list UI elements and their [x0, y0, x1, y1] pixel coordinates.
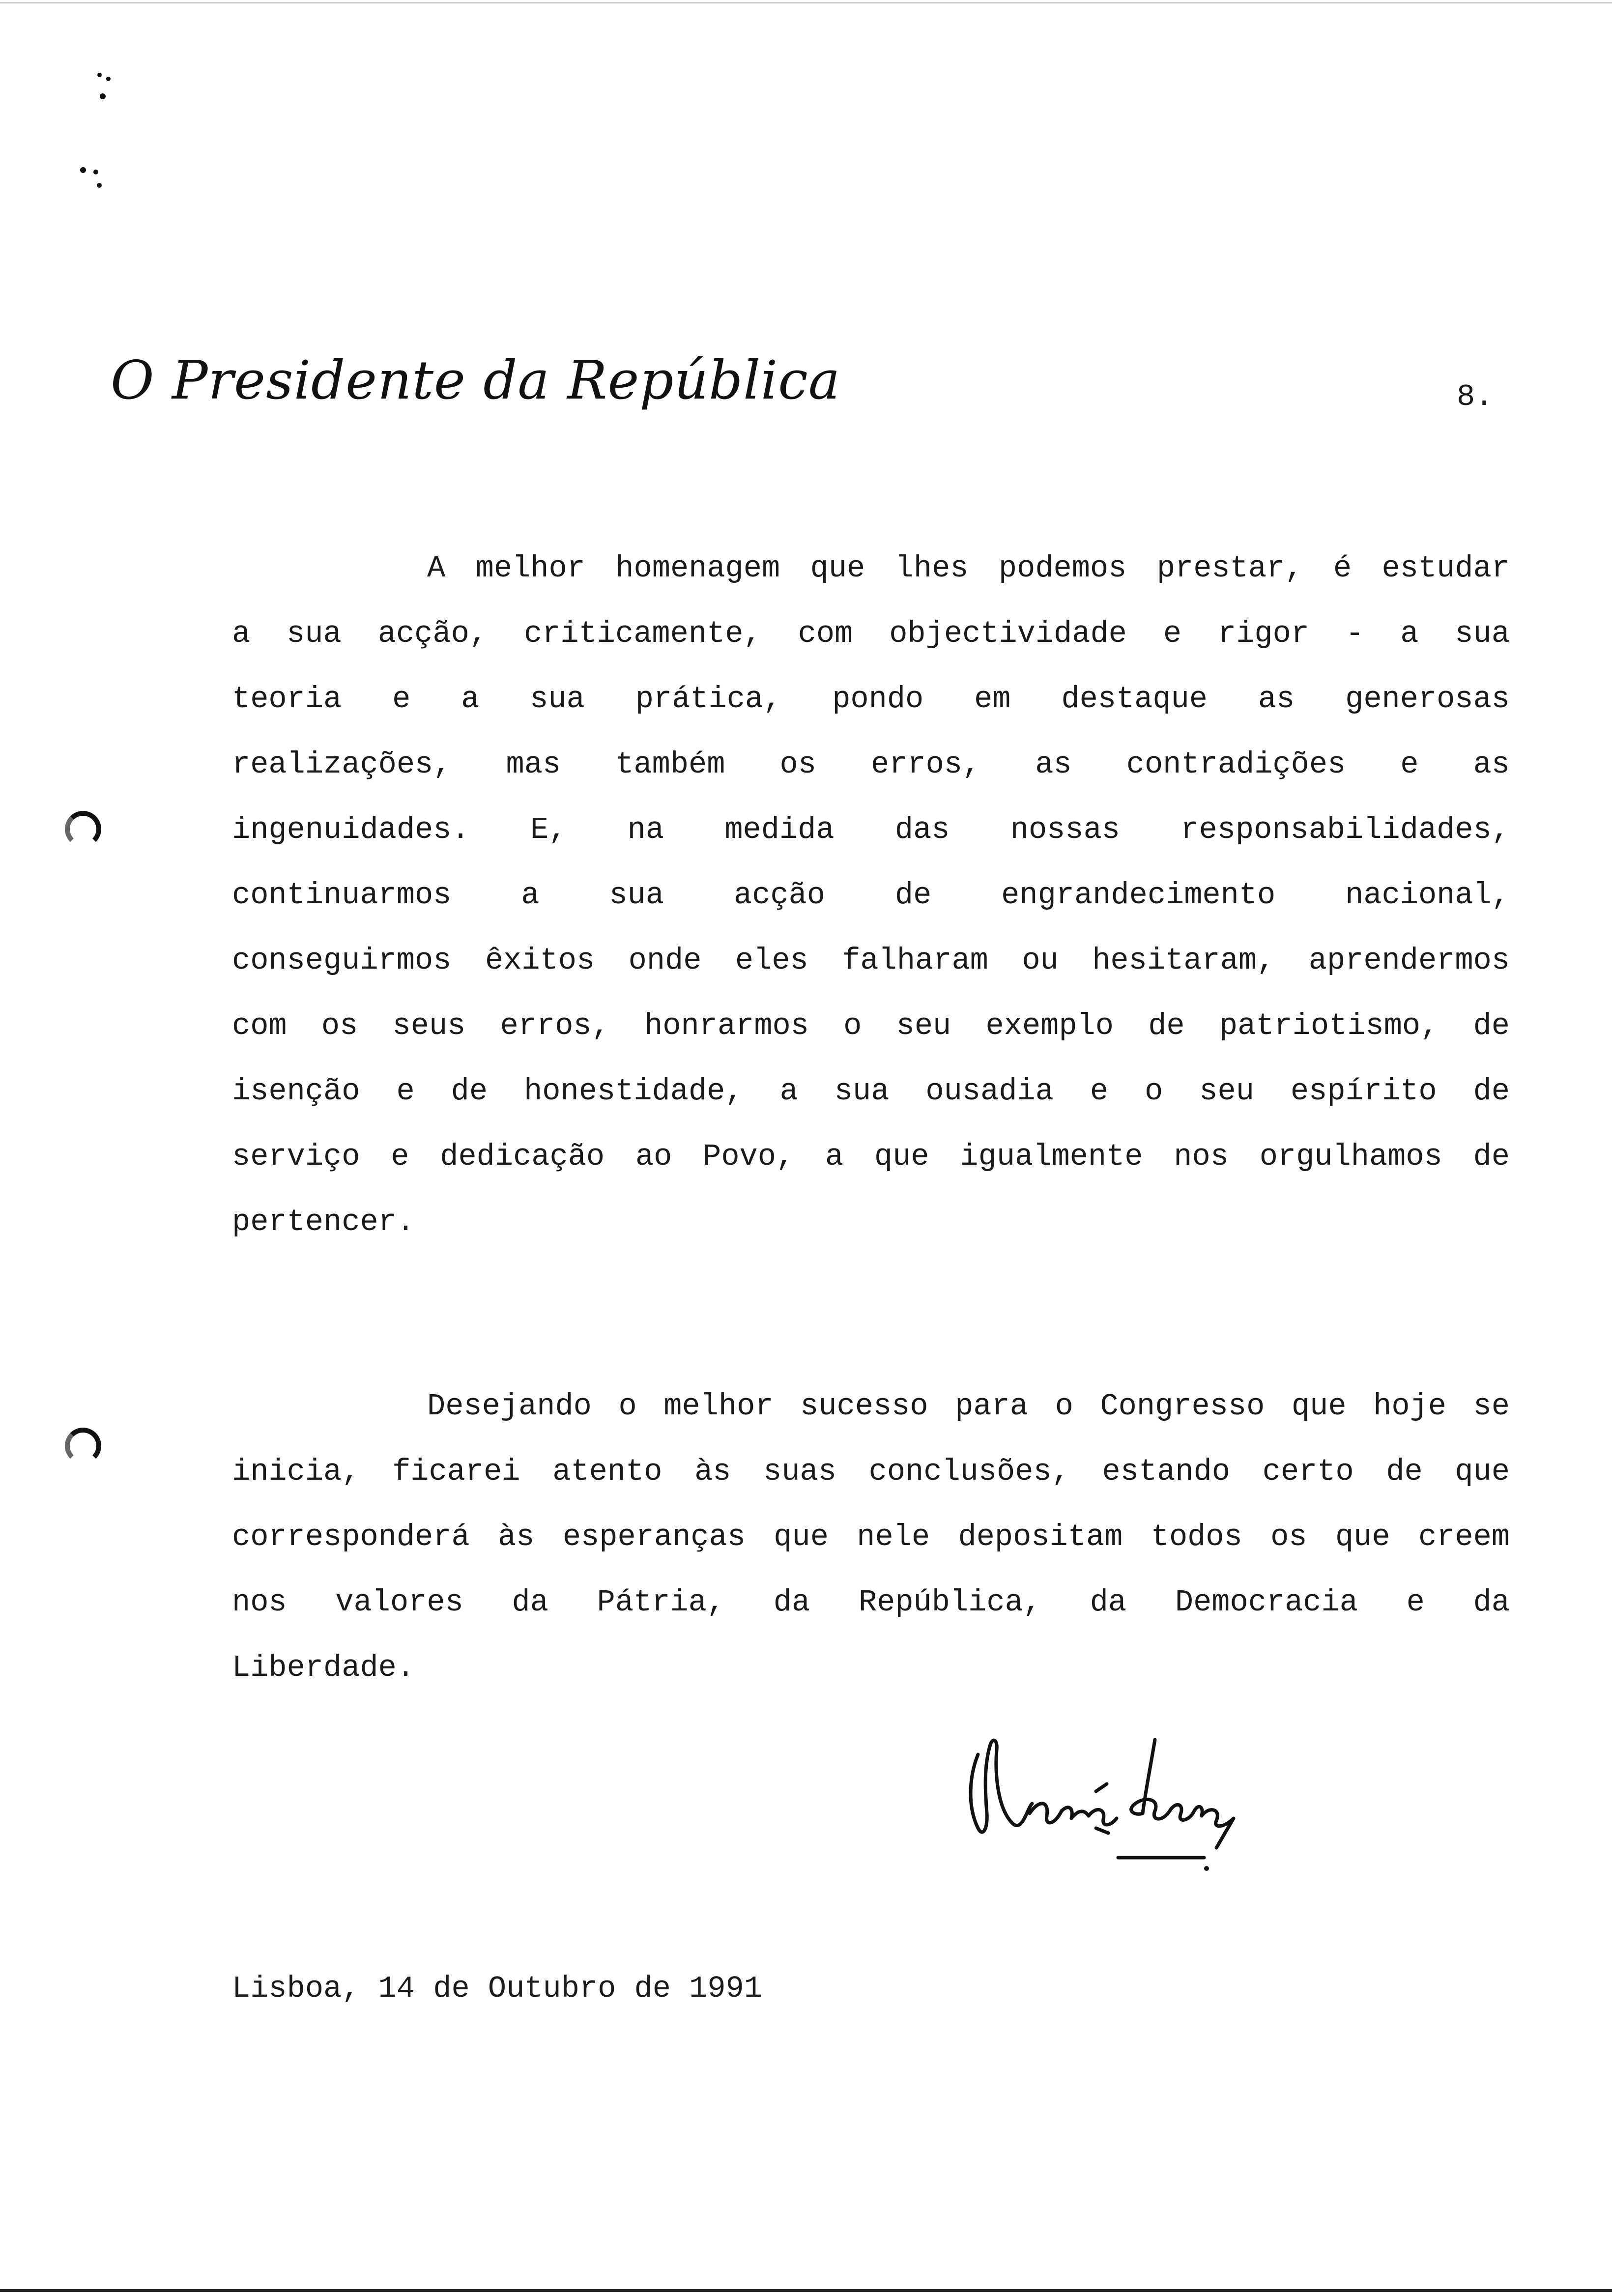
scan-speck: [80, 167, 86, 173]
paragraph-1: [232, 536, 1510, 1255]
text-line: teoria e a sua prática, pondo em destaque as generosas: [232, 682, 1510, 717]
text-line: conseguirmos êxitos onde eles falharam ou hesitaram, aprendermos: [232, 943, 1510, 978]
scan-speck: [100, 93, 106, 99]
scan-speck: [97, 73, 102, 77]
text-line: inicia, ficarei atento às suas conclusões, estando certo de que: [232, 1454, 1510, 1489]
text-line: a sua acção, criticamente, com objectividade e rigor - a sua: [232, 616, 1510, 651]
text-line: A melhor homenagem que lhes podemos prestar, é estudar: [427, 551, 1510, 586]
text-line: continuarmos a sua acção de engrandecimento nacional,: [232, 878, 1510, 913]
text-line: serviço e dedicação ao Povo, a que igualmente nos orgulhamos de: [232, 1139, 1510, 1174]
punch-hole: [65, 1428, 101, 1464]
scan-bottom-edge: [0, 2289, 1612, 2292]
text-line: com os seus erros, honrarmos o seu exemplo de patriotismo, de: [232, 1008, 1510, 1043]
handwritten-signature: [949, 1710, 1253, 1872]
scan-speck: [106, 77, 111, 81]
paragraph-2: [232, 1374, 1510, 1700]
text-line: ingenuidades. E, na medida das nossas responsabilidades,: [232, 812, 1510, 847]
text-line: pertencer.: [232, 1205, 415, 1239]
text-line: nos valores da Pátria, da República, da Democracia e da: [232, 1585, 1510, 1620]
scan-top-edge: [0, 2, 1612, 3]
text-line: Desejando o melhor sucesso para o Congresso que hoje se: [427, 1389, 1510, 1424]
scan-speck: [97, 183, 102, 188]
text-line: realizações, mas também os erros, as contradições e as: [232, 747, 1510, 782]
scan-speck: [93, 170, 98, 174]
letterhead-title: O Presidente da República: [111, 350, 841, 411]
text-line: Liberdade.: [232, 1650, 415, 1685]
place-and-date: Lisboa, 14 de Outubro de 1991: [232, 1971, 762, 2006]
punch-hole: [65, 811, 101, 847]
page-number: 8.: [1457, 379, 1494, 414]
text-line: isenção e de honestidade, a sua ousadia e o seu espírito de: [232, 1074, 1510, 1109]
text-line: corresponderá às esperanças que nele depositam todos os que creem: [232, 1520, 1510, 1554]
